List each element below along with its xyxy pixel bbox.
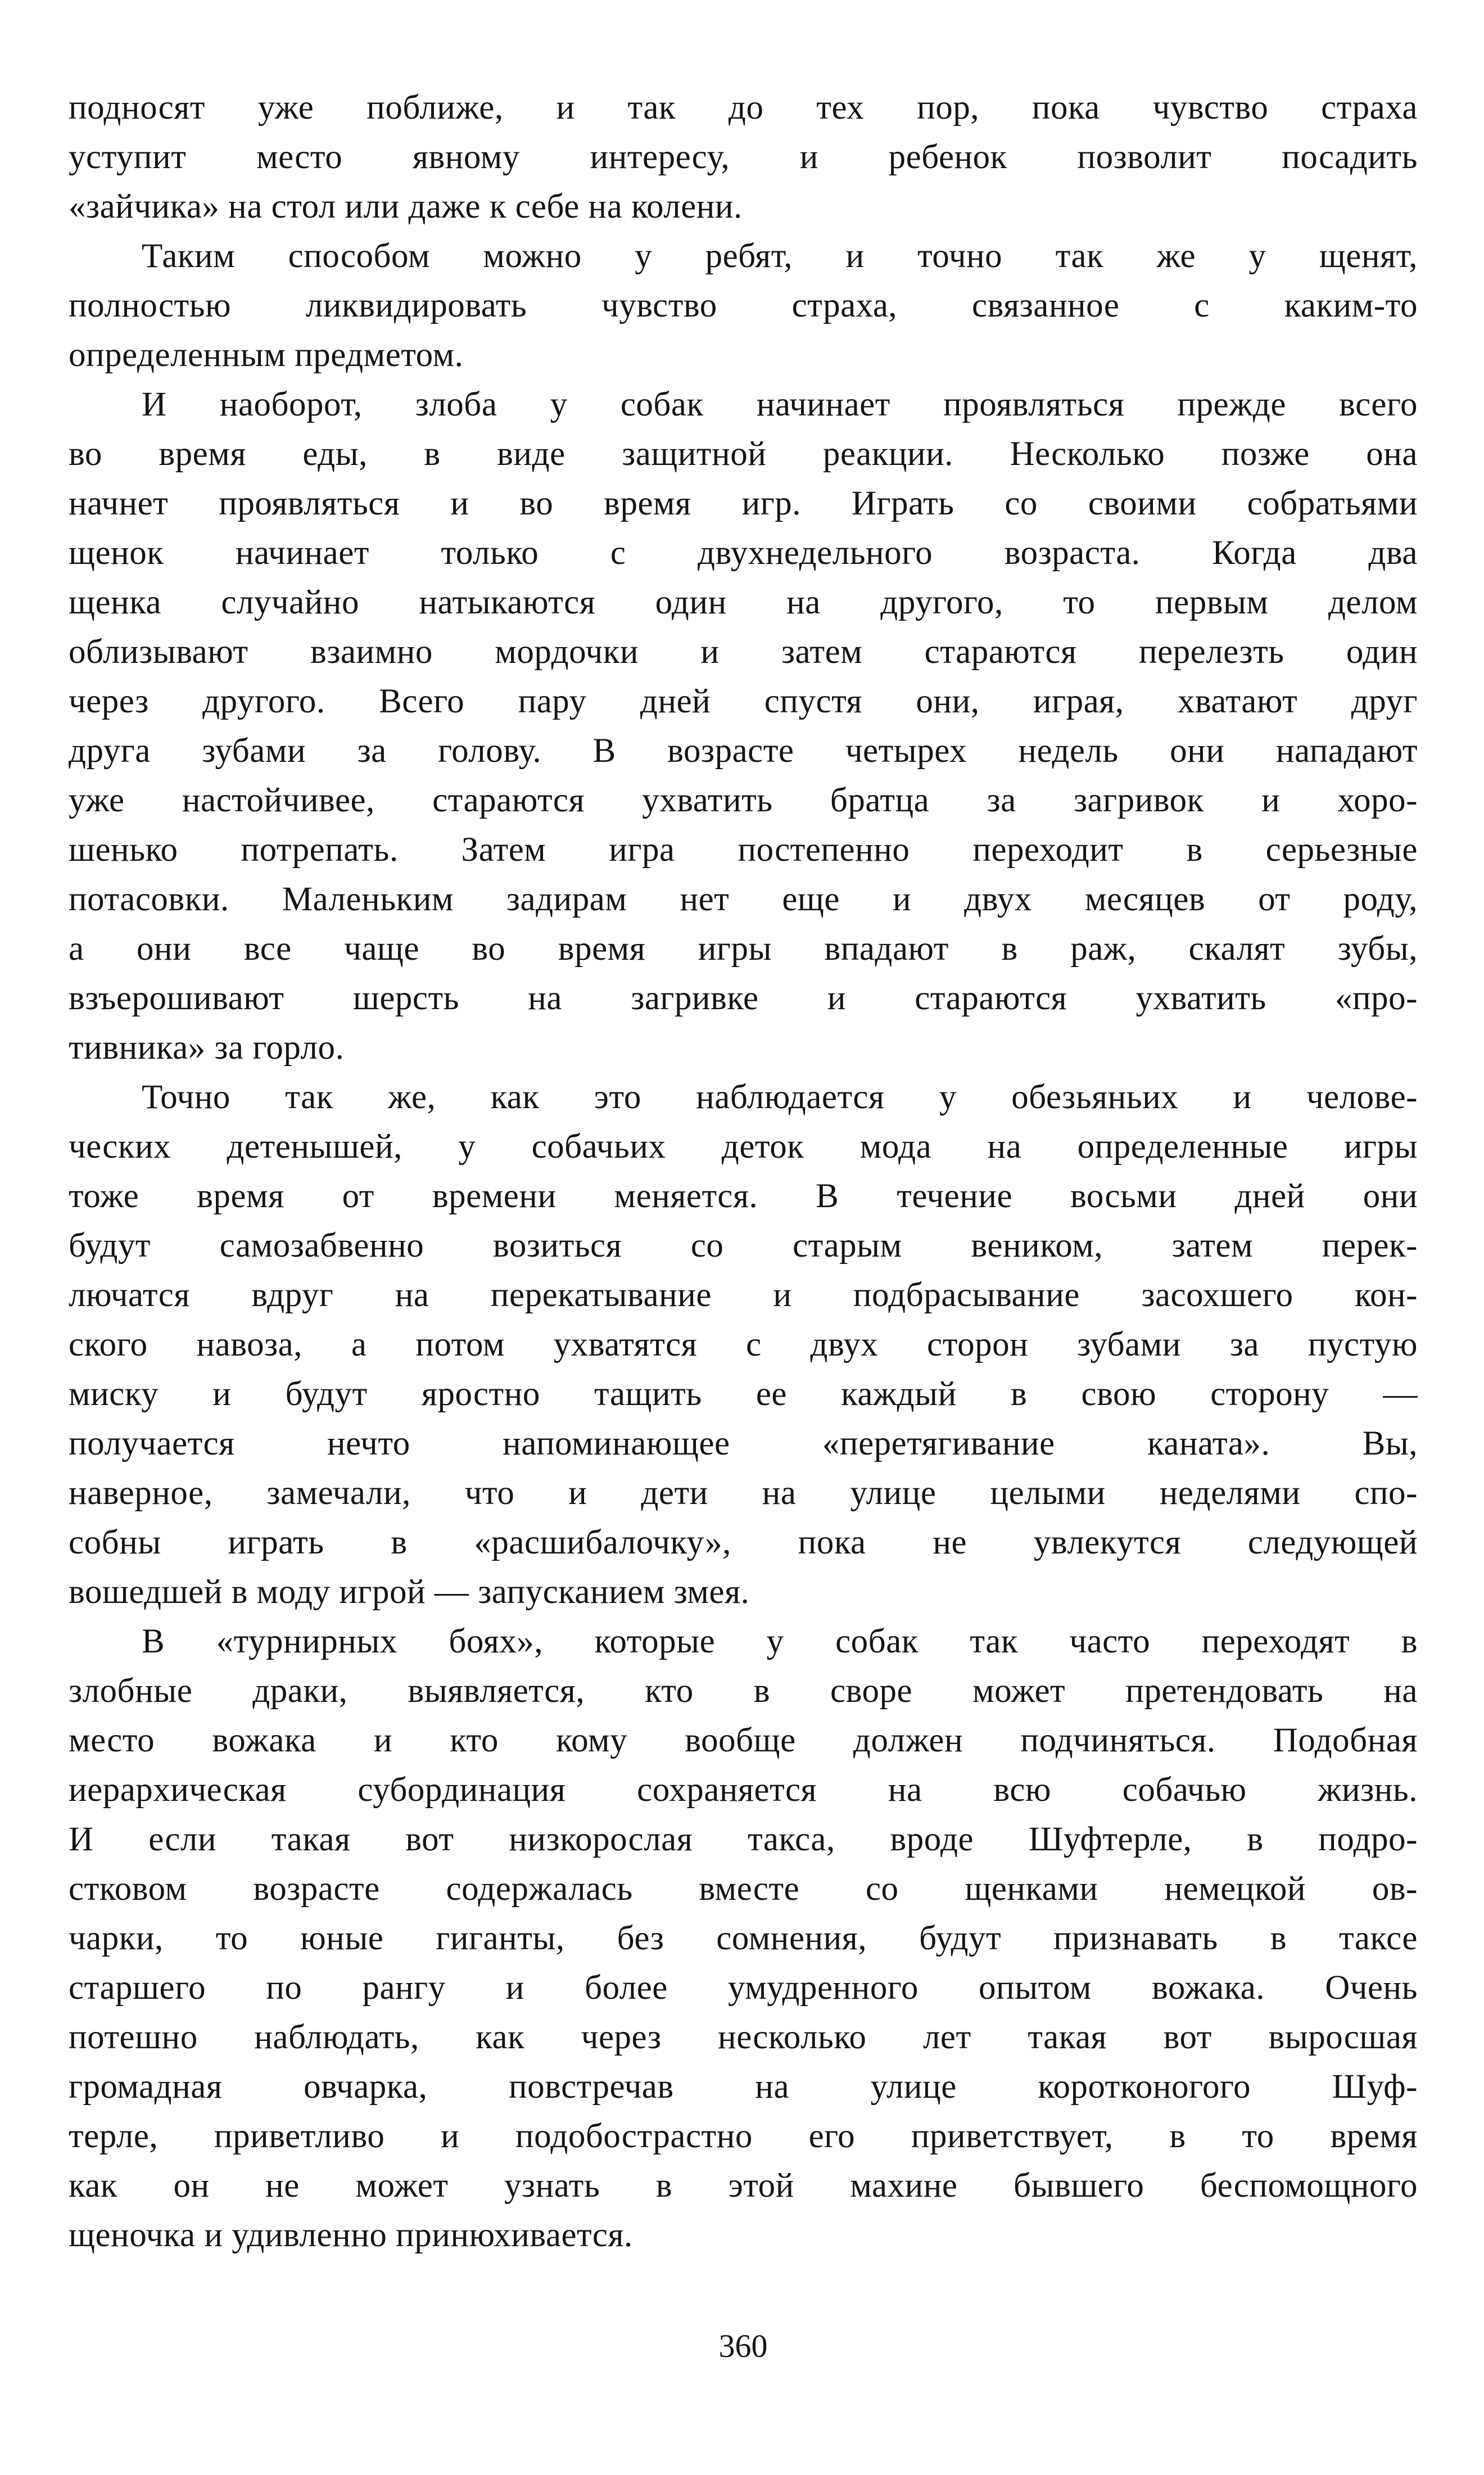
paragraph <box>69 380 1418 1073</box>
text-line: тивника» за горло. <box>69 1029 345 1067</box>
text-line: стковом возрасте содержалась вместе со щенками немецкой ов- <box>69 1870 1418 1908</box>
paragraph <box>69 83 1418 232</box>
text-line: через другого. Всего пару дней спустя они, играя, хватают друг <box>69 683 1418 720</box>
text-line: собны играть в «расшибалочку», пока не увлекутся следующей <box>69 1524 1418 1561</box>
text-line: терле, приветливо и подобострастно его приветствует, в то время <box>69 2117 1418 2155</box>
text-line: ского навоза, а потом ухватятся с двух сторон зубами за пустую <box>69 1326 1418 1363</box>
text-line: уже настойчивее, стараются ухватить братца за загривок и хоро- <box>69 782 1418 819</box>
text-line: миску и будут яростно тащить ее каждый в свою сторону — <box>69 1375 1418 1413</box>
text-line: Таким способом можно у ребят, и точно так же у щенят, <box>142 237 1418 275</box>
text-line: начнет проявляться и во время игр. Играть со своими собратьями <box>69 485 1418 522</box>
text-line: определенным предметом. <box>69 336 464 374</box>
text-line: громадная овчарка, повстречав на улице коротконогого Шуф- <box>69 2068 1418 2106</box>
text-line: Точно так же, как это наблюдается у обезьяньих и челове- <box>142 1078 1418 1116</box>
text-line: И наоборот, злоба у собак начинает проявляться прежде всего <box>142 386 1418 423</box>
text-line: место вожака и кто кому вообще должен подчиняться. Подобная <box>69 1722 1418 1759</box>
text-line: ческих детенышей, у собачьих деток мода на определенные игры <box>69 1128 1418 1166</box>
text-line: а они все чаще во время игры впадают в раж, скалят зубы, <box>69 930 1418 968</box>
paragraph <box>69 1073 1418 1617</box>
text-line: облизывают взаимно мордочки и затем стараются перелезть один <box>69 633 1418 671</box>
text-line: взъерошивают шерсть на загривке и стараются ухватить «про- <box>69 979 1418 1017</box>
text-line: «зайчика» на стол или даже к себе на колени. <box>69 188 743 225</box>
text-line: получается нечто напоминающее «перетягивание каната». Вы, <box>69 1425 1418 1462</box>
text-line: иерархическая субординация сохраняется на всю собачью жизнь. <box>69 1771 1418 1809</box>
text-line: шенько потрепать. Затем игра постепенно переходит в серьезные <box>69 831 1418 869</box>
text-line: как он не может узнать в этой махине бывшего беспомощного <box>69 2167 1418 2205</box>
text-line: потешно наблюдать, как через несколько лет такая вот выросшая <box>69 2018 1418 2056</box>
text-line: щенок начинает только с двухнедельного возраста. Когда два <box>69 534 1418 572</box>
text-line: во время еды, в виде защитной реакции. Несколько позже она <box>69 435 1418 473</box>
text-line: полностью ликвидировать чувство страха, связанное с каким-то <box>69 287 1418 324</box>
paragraph <box>69 1617 1418 2260</box>
text-line: вошедшей в моду игрой — запусканием змея. <box>69 1573 750 1611</box>
text-line: подносят уже поближе, и так до тех пор, пока чувство страха <box>69 89 1418 127</box>
text-line: уступит место явному интересу, и ребенок позволит посадить <box>69 138 1418 176</box>
text-line: лючатся вдруг на перекатывание и подбрасывание засохшего кон- <box>69 1276 1418 1314</box>
text-line: старшего по рангу и более умудренного опытом вожака. Очень <box>69 1969 1418 2007</box>
text-line: И если такая вот низкорослая такса, вроде Шуфтерле, в подро- <box>69 1821 1418 1858</box>
text-line: щеночка и удивленно принюхивается. <box>69 2216 633 2254</box>
text-line: чарки, то юные гиганты, без сомнения, будут признавать в таксе <box>69 1920 1418 1957</box>
text-line: злобные драки, выявляется, кто в своре может претендовать на <box>69 1672 1418 1710</box>
text-line: щенка случайно натыкаются один на другого, то первым делом <box>69 584 1418 621</box>
paragraph <box>69 232 1418 380</box>
text-line: В «турнирных боях», которые у собак так часто переходят в <box>142 1623 1418 1660</box>
text-block <box>69 83 1418 2260</box>
text-line: будут самозабвенно возиться со старым веником, затем перек- <box>69 1227 1418 1264</box>
text-line: наверное, замечали, что и дети на улице целыми неделями спо- <box>69 1474 1418 1512</box>
page-number: 360 <box>718 2328 768 2364</box>
text-line: потасовки. Маленьким задирам нет еще и двух месяцев от роду, <box>69 880 1418 918</box>
text-line: тоже время от времени меняется. В течение восьми дней они <box>69 1177 1418 1215</box>
text-line: друга зубами за голову. В возрасте четырех недель они нападают <box>69 732 1418 770</box>
